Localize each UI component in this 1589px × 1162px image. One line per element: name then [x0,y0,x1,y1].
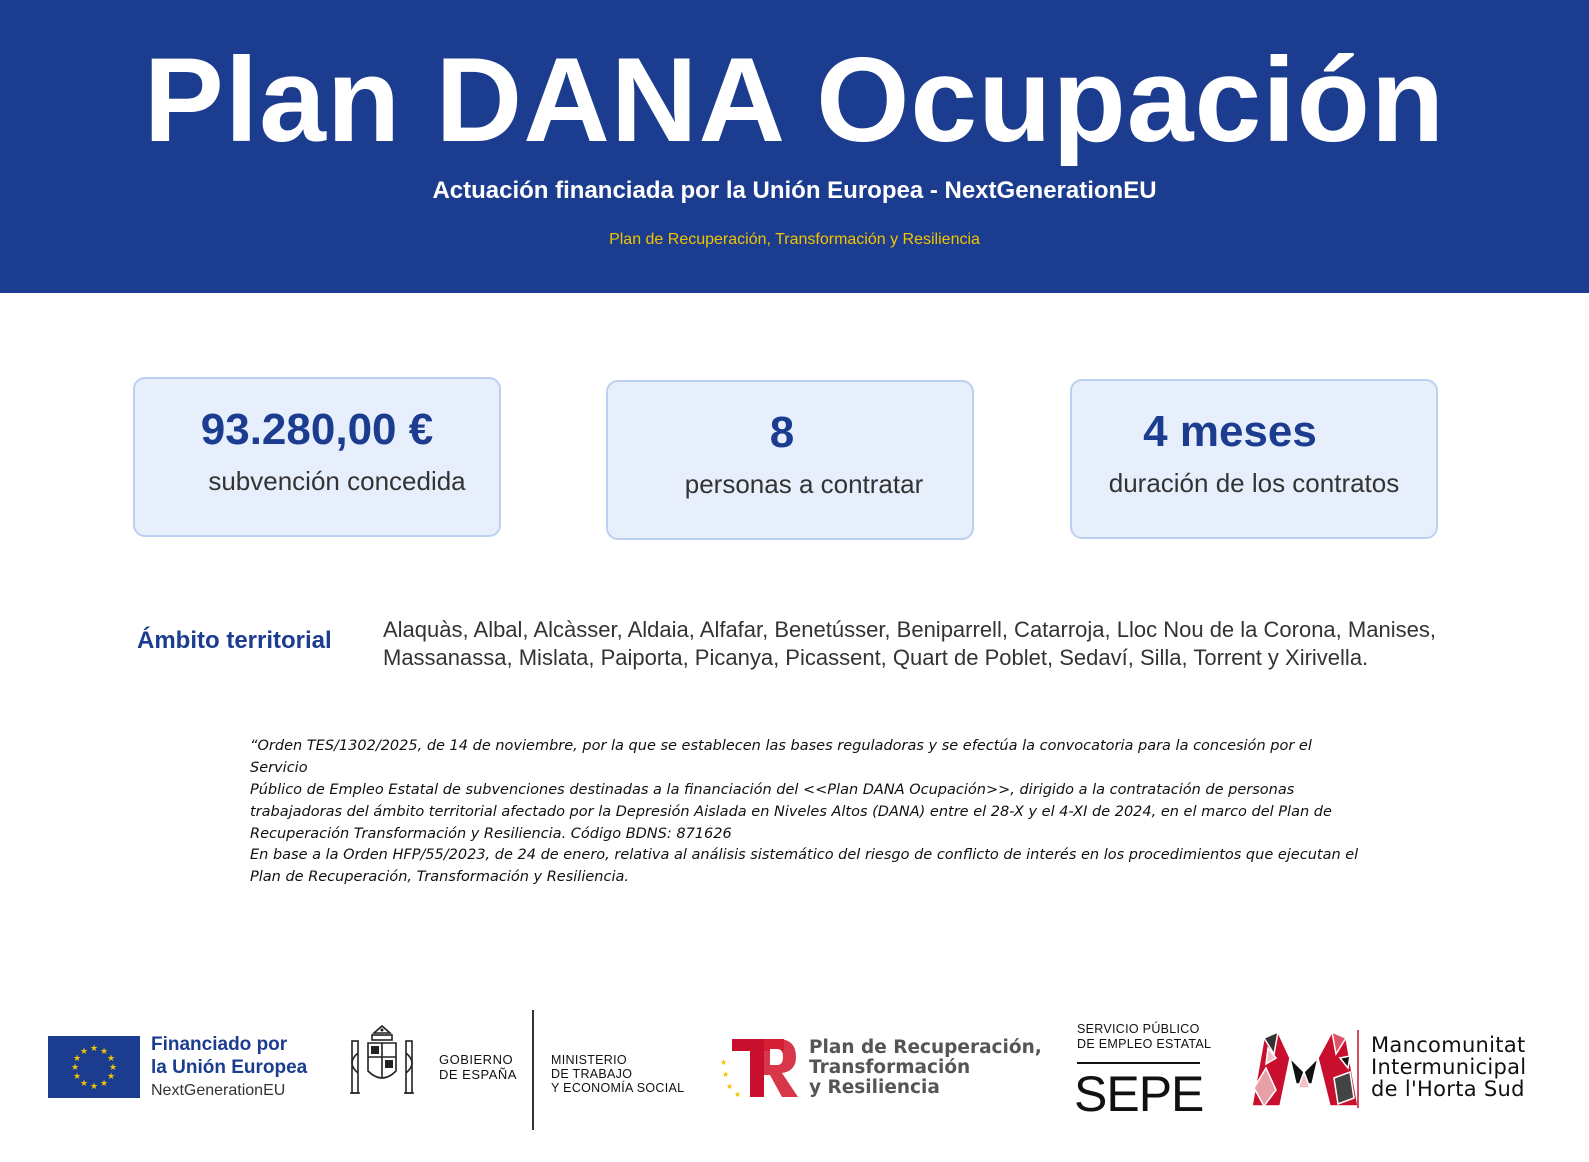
eu-line: Financiado por [151,1034,288,1055]
header-banner [0,0,1589,293]
prtr-line: Transformación [809,1057,971,1078]
ministerio-line: Y ECONOMÍA SOCIAL [551,1081,685,1095]
legal-paragraph-conflict [250,844,1370,888]
mancomunitat-line: Intermunicipal [1371,1055,1527,1079]
svg-text:★: ★ [108,1063,118,1073]
mancomunitat-line: Mancomunitat [1371,1033,1526,1057]
stat-value: 8 [769,408,795,457]
prtr-logo-text [809,1038,1042,1098]
eu-funding-logo [151,1033,307,1103]
prtr-line: y Resiliencia [809,1077,940,1098]
stat-label: subvención concedida [208,466,466,496]
header-subtitle: Actuación financiada por la Unión Europea - NextGenerationEU [432,177,1157,204]
sepe-label [1077,1022,1211,1052]
sepe-line: SERVICIO PÚBLICO [1077,1022,1200,1036]
territory-line: Alaquàs, Albal, Alcàsser, Aldaia, Alfafar, Benetússer, Beniparrell, Catarroja, Lloc Nou de la Corona, Manises, [383,617,1436,642]
gov-line: DE ESPAÑA [439,1067,517,1082]
eu-flag-icon [48,1036,140,1098]
stat-value: 93.280,00 € [200,405,434,454]
stat-card-duration [1070,379,1438,539]
territory-label: Ámbito territorial [137,627,332,654]
stat-value: 4 meses [1143,407,1317,456]
sepe-line: DE EMPLEO ESTATAL [1077,1037,1212,1051]
stat-card-subsidy [133,377,501,537]
logo-divider [532,1010,534,1130]
svg-text:★: ★ [726,1082,734,1091]
eu-line: la Unión Europea [151,1057,308,1078]
svg-text:★: ★ [79,1079,89,1089]
legal-line: Público de Empleo Estatal de subvenciones destinadas a la financiación del <<Plan DANA Ocupación>>, dirigido a la contratación de personas [250,782,1295,798]
page-title: Plan DANA Ocupación [143,33,1446,167]
header-tagline: Plan de Recuperación, Transformación y Resiliencia [609,231,980,248]
territory-line: Massanassa, Mislata, Paiporta, Picanya, Picassent, Quart de Poblet, Sedaví, Silla, Torrent y Xirivella. [383,645,1369,670]
stat-card-people [606,380,974,540]
gobierno-espana-label [439,1052,517,1082]
legal-line: En base a la Orden HFP/55/2023, de 24 de enero, relativa al análisis sistemático del riesgo de conflicto de interés en los procedimientos que ejecutan el [250,847,1359,863]
prtr-logo-icon [720,1035,800,1101]
territory-municipalities [383,616,1523,672]
svg-text:★: ★ [72,1054,82,1064]
stat-label: personas a contratar [684,469,924,499]
stat-label: duración de los contratos [1108,468,1400,498]
legal-line: trabajadoras del ámbito territorial afectado por la Depresión Aislada en Niveles Altos (DANA) entre el 28-X y el 4-XI de 2024, en el marco del Plan de [250,804,1332,820]
svg-text:★: ★ [89,1044,99,1054]
eu-line: NextGenerationEU [151,1082,286,1099]
mancomunitat-logo-text [1371,1034,1526,1100]
mancomunitat-logo-icon [1250,1028,1360,1110]
sepe-wordmark: SEPE [1074,1066,1204,1122]
svg-text:★: ★ [70,1063,80,1073]
prtr-line: Plan de Recuperación, [809,1037,1042,1058]
sepe-rule [1077,1062,1200,1064]
svg-text:★: ★ [79,1047,89,1057]
svg-text:★: ★ [720,1058,728,1067]
mancomunitat-line: de l'Horta Sud [1371,1077,1525,1101]
ministerio-line: DE TRABAJO [551,1067,633,1081]
svg-text:★: ★ [734,1090,742,1099]
ministerio-label [551,1053,684,1095]
svg-text:★: ★ [722,1070,730,1079]
svg-text:★: ★ [89,1082,99,1092]
legal-line: Recuperación Transformación y Resiliencia. Código BDNS: 871626 [250,826,732,842]
gov-line: GOBIERNO [439,1052,514,1067]
svg-text:★: ★ [99,1079,109,1089]
svg-text:★: ★ [72,1072,82,1082]
legal-line: Plan de Recuperación, Transformación y Resiliencia. [250,869,629,885]
ministerio-line: MINISTERIO [551,1053,627,1067]
svg-text:★: ★ [99,1047,109,1057]
svg-text:★: ★ [106,1054,116,1064]
svg-text:★: ★ [106,1072,116,1082]
legal-line: “Orden TES/1302/2025, de 14 de noviembre, por la que se establecen las bases reguladoras y se efectúa la convocatoria para la concesión por el Servicio [250,738,1312,776]
coat-of-arms-icon [346,1023,418,1103]
legal-paragraph-order [250,735,1370,845]
